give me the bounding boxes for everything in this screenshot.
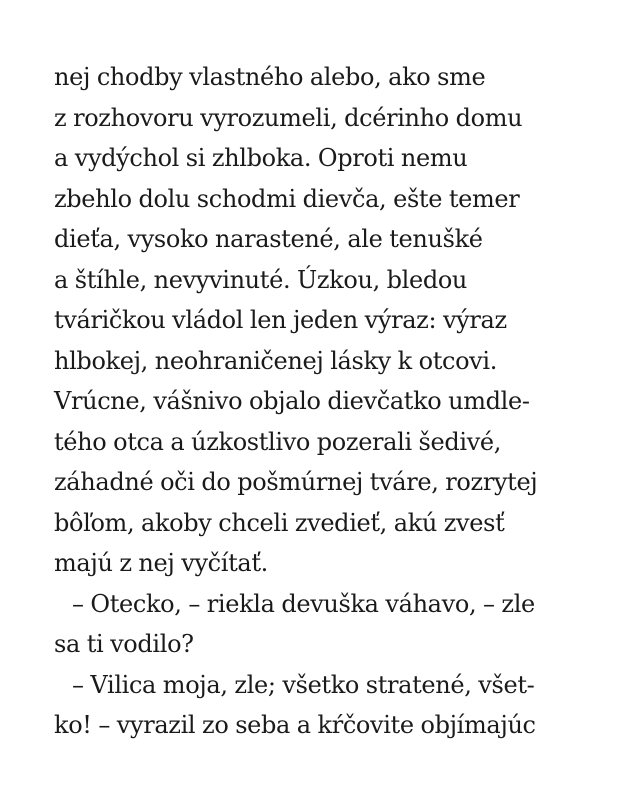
text-line: tváričkou vládol len jeden výraz: výraz [54,306,507,334]
text-line: majú z nej vyčítať. [54,549,268,577]
text-line: nej chodby vlastného alebo, ako sme [54,63,486,91]
text-line: Vrúcne, vášnivo objalo dievčatko umdle- [54,387,530,415]
book-page-text [54,57,594,746]
text-line: a vydýchol si zhlboka. Oproti nemu [54,144,468,172]
text-line: bôľom, akoby chceli zvedieť, akú zvesť [54,508,505,537]
text-line: hlbokej, neohraničenej lásky k otcovi. [54,346,497,375]
text-line: tého otca a úzkostlivo pozerali šedivé, [54,427,502,456]
text-line: sa ti vodilo? [54,630,194,658]
text-line: záhadné oči do pošmúrnej tváre, rozrytej [54,468,538,496]
text-line: a štíhle, nevyvinuté. Úzkou, bledou [54,265,468,294]
dialogue-line: – Otecko, – riekla devuška váhavo, – zle [72,589,535,618]
text-line: z rozhovoru vyrozumeli, dcérinho domu [54,103,523,132]
text-line: zbehlo dolu schodmi dievča, ešte temer [54,184,520,213]
text-line: dieťa, vysoko narastené, ale tenušké [54,225,483,253]
text-line: ko! – vyrazil zo seba a kŕčovite objímajúc [54,711,536,739]
dialogue-line: – Vilica moja, zle; všetko stratené, všet- [72,670,535,699]
